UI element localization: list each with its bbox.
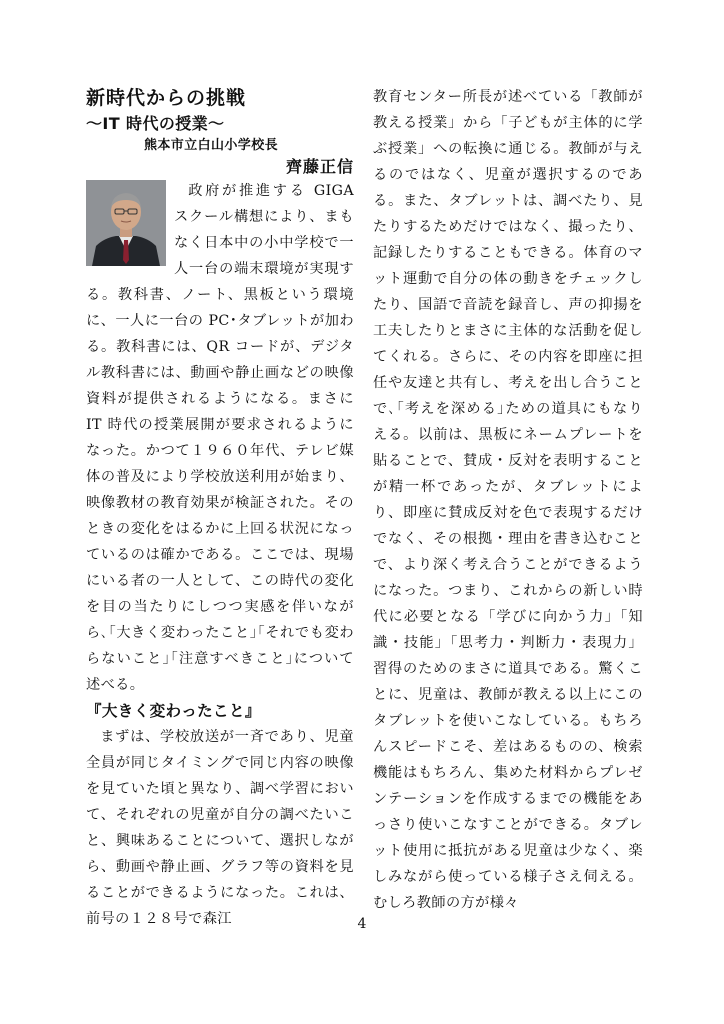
- author-affiliation: 熊本市立白山小学校長: [144, 138, 279, 153]
- section-paragraph-right: 教育センター所長が述べている「教師が教える授業」から「子どもが主体的に学ぶ授業」への転換に通じる。教師が与えるのではなく、児童が選択するのである。また、タブレットは、調べたり、見たりするためだけではなく、撮ったり、記録したりすることもできる。体育のマット運動で自分の体の動きをチェックしたり、国語で音読を録音し、声の抑揚を工夫したりとまさに主体的な活動を促してくれる。さらに、その内容を即座に担任や友達と共有し、考えを出し合うことで､｢考えを深める｣ための道具にもなりえる。以前は、黒板にネームプレートを貼ることで、賛成・反対を表明することが精一杯であったが、タブレットにより、即座に賛成反対を色で表現するだけでなく、その根拠・理由を書き込むことで、より深く考え合うことができるようになった。つまり、これからの新しい時代に必要となる「学びに向かう力」「知識・技能」「思考力・判断力・表現力」習得のためのまさに道具である。驚くことに、児童は、教師が教える以上にこのタブレットを使いこなしている。もちろんスピードこそ、差はあるものの、検索機能はもちろん、集めた材料からプレゼンテーションを作成するまでの機能をあっさり使いこなすことができる。タブレット使用に抵抗がある児童は少なく、楽しみながら使っている様子さえ伺える。むしろ教師の方が様々: [373, 89, 643, 911]
- author-name: 齊藤正信: [285, 157, 354, 176]
- right-column: [373, 84, 643, 916]
- author-photo: [86, 180, 166, 266]
- intro-paragraph: 政府が推進する GIGA スクール構想により、まもなく日本中の小中学校で一人一台の端末環境が実現する。教科書、ノート、黒板という環境に、一人に一台の PC･タブレットが加わる。教科書には、QR コードが、デジタル教科書には、動画や静止画などの映像資料が提供されるようになる。まさに IT 時代の授業展開が要求されるようになった。かつて１９６０年代、テレビ媒体の普及により学校放送利用が始まり、映像教材の教育効果が検証された。そのときの変化をはるかに上回る状況になっているのは確かである。ここでは、現場にいる者の一人として、この時代の変化を目の当たりにしつつ実感を伴いながら､｢大きく変わったこと｣｢それでも変わらないこと｣｢注意すべきこと｣について述べる。: [86, 183, 354, 693]
- article-subtitle: ～IT 時代の授業～: [86, 114, 225, 133]
- section-paragraph-left: まずは、学校放送が一斉であり、児童全員が同じタイミングで同じ内容の映像を見ていた頃と異なり、調べ学習において、それぞれの児童が自分の調べたいこと、興味あることについて、選択しながら、動画や静止画、グラフ等の資料を見ることができるようになった。これは、前号の１２８号で森江: [86, 729, 354, 927]
- left-column: [86, 84, 354, 932]
- page-number: 4: [357, 916, 367, 932]
- section-heading: 『大きく変わったこと』: [86, 702, 261, 720]
- article-title: 新時代からの挑戦: [86, 87, 247, 109]
